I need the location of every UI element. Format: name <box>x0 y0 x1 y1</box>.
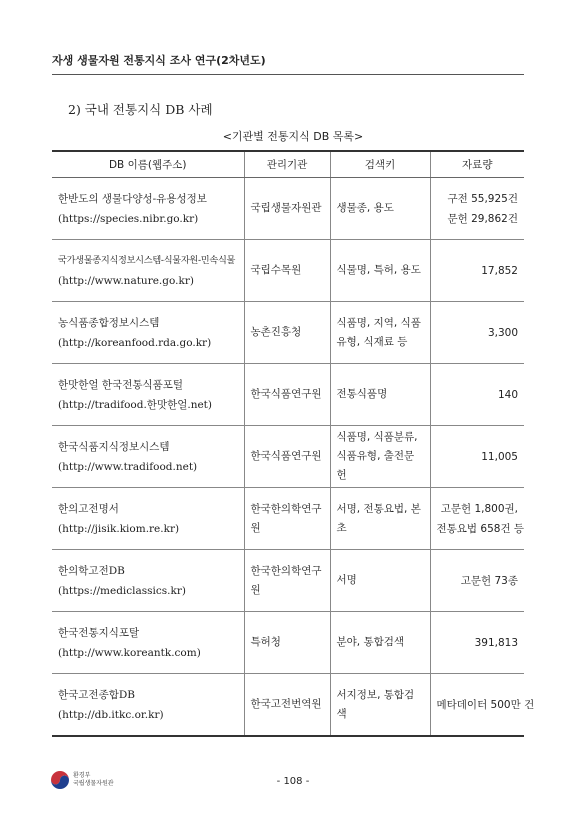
volume-cell <box>430 178 524 240</box>
volume-line: 문헌 29,862건 <box>447 212 518 225</box>
organization-cell: 한국고전번역원 <box>244 674 330 737</box>
db-url: (http://jisik.kiom.re.kr) <box>58 522 180 535</box>
volume-cell <box>430 612 524 674</box>
db-name: 한반도의 생물다양성-유용성정보 <box>58 192 207 205</box>
organization-cell: 국립생물자원관 <box>244 178 330 240</box>
db-name-cell <box>52 612 244 674</box>
db-name-cell <box>52 178 244 240</box>
table-row <box>52 240 524 302</box>
organization-cell: 한국한의학연구원 <box>244 550 330 612</box>
organization-cell: 특허청 <box>244 612 330 674</box>
db-url: (https://mediclassics.kr) <box>58 584 186 597</box>
footer-org-line2: 국립생물자원관 <box>73 780 114 787</box>
db-url: (http://www.tradifood.net) <box>58 460 198 473</box>
table-row <box>52 550 524 612</box>
db-name: 한국전통지식포탈 <box>58 626 140 639</box>
volume-cell <box>430 550 524 612</box>
organization-cell: 한국식품연구원 <box>244 426 330 488</box>
column-header-organization: 관리기관 <box>244 151 330 178</box>
table-row <box>52 488 524 550</box>
search-keys-cell: 생물종, 용도 <box>330 178 430 240</box>
db-name-cell <box>52 426 244 488</box>
volume-cell <box>430 302 524 364</box>
db-name-cell <box>52 674 244 737</box>
volume-cell <box>430 240 524 302</box>
table-row <box>52 426 524 488</box>
running-header: 자생 생물자원 전통지식 조사 연구(2차년도) <box>52 54 266 67</box>
organization-cell: 한국식품연구원 <box>244 364 330 426</box>
organization-cell: 한국한의학연구원 <box>244 488 330 550</box>
search-keys-cell: 서명, 전통요법, 본초 <box>330 488 430 550</box>
volume-line: 11,005 <box>481 450 518 463</box>
organization-cell: 국립수목원 <box>244 240 330 302</box>
volume-line: 구전 55,925건 <box>447 192 518 205</box>
search-keys-cell: 서지정보, 통합검색 <box>330 674 430 737</box>
db-name: 한의학고전DB <box>58 564 125 577</box>
db-name: 한맛한얼 한국전통식품포털 <box>58 378 184 391</box>
table-row <box>52 178 524 240</box>
db-name-cell <box>52 302 244 364</box>
section-heading: 2) 국내 전통지식 DB 사례 <box>68 102 213 117</box>
column-header-search-keys: 검색키 <box>330 151 430 178</box>
volume-line: 140 <box>497 388 518 401</box>
db-name-cell <box>52 240 244 302</box>
header-divider <box>52 74 524 75</box>
db-name-cell <box>52 550 244 612</box>
table-row <box>52 612 524 674</box>
table-caption: <기관별 전통지식 DB 목록> <box>222 130 364 143</box>
db-list-table <box>52 150 535 737</box>
volume-cell <box>430 488 524 550</box>
db-name: 한국고전종합DB <box>58 688 135 701</box>
db-name: 국가생물종지식정보시스템-식물자원-민속식물 <box>58 254 236 266</box>
table-row <box>52 674 524 737</box>
volume-line: 3,300 <box>487 326 518 339</box>
search-keys-cell: 식품명, 식품분류, 식품유형, 출전문헌 <box>330 426 430 488</box>
table-header-row <box>52 151 524 178</box>
search-keys-cell: 분야, 통합검색 <box>330 612 430 674</box>
volume-line: 전통요법 658건 등 <box>436 522 525 535</box>
volume-cell <box>430 364 524 426</box>
search-keys-cell: 식품명, 지역, 식품유형, 식재료 등 <box>330 302 430 364</box>
search-keys-cell: 식물명, 특허, 용도 <box>330 240 430 302</box>
search-keys-cell: 전통식품명 <box>330 364 430 426</box>
volume-cell <box>430 674 535 737</box>
column-header-volume: 자료량 <box>430 151 524 178</box>
volume-cell <box>430 426 524 488</box>
db-url: (http://db.itkc.or.kr) <box>58 708 164 721</box>
db-url: (http://koreanfood.rda.go.kr) <box>58 336 212 349</box>
volume-line: 391,813 <box>474 636 518 649</box>
column-header-db-name: DB 이름(웹주소) <box>52 151 244 178</box>
db-name-cell <box>52 488 244 550</box>
db-url: (http://www.koreantk.com) <box>58 646 201 659</box>
db-name: 농식품종합정보시스템 <box>58 316 160 329</box>
page-number: - 108 - <box>276 776 310 787</box>
search-keys-cell: 서명 <box>330 550 430 612</box>
volume-line: 고문헌 1,800권, <box>440 502 518 515</box>
db-name: 한국식품지식정보시스템 <box>58 440 170 453</box>
db-url: (https://species.nibr.go.kr) <box>58 212 199 225</box>
footer-org-line1: 환경부 <box>73 772 91 779</box>
db-url: (http://www.nature.go.kr) <box>58 274 194 287</box>
table-row <box>52 302 524 364</box>
db-name-cell <box>52 364 244 426</box>
volume-line: 17,852 <box>481 264 518 277</box>
volume-line: 메타데이터 500만 건 <box>436 698 535 711</box>
table-row <box>52 364 524 426</box>
volume-line: 고문헌 73종 <box>460 574 518 587</box>
organization-cell: 농촌진흥청 <box>244 302 330 364</box>
db-name: 한의고전명서 <box>58 502 119 515</box>
db-url: (http://tradifood.한맛한얼.net) <box>58 398 213 411</box>
